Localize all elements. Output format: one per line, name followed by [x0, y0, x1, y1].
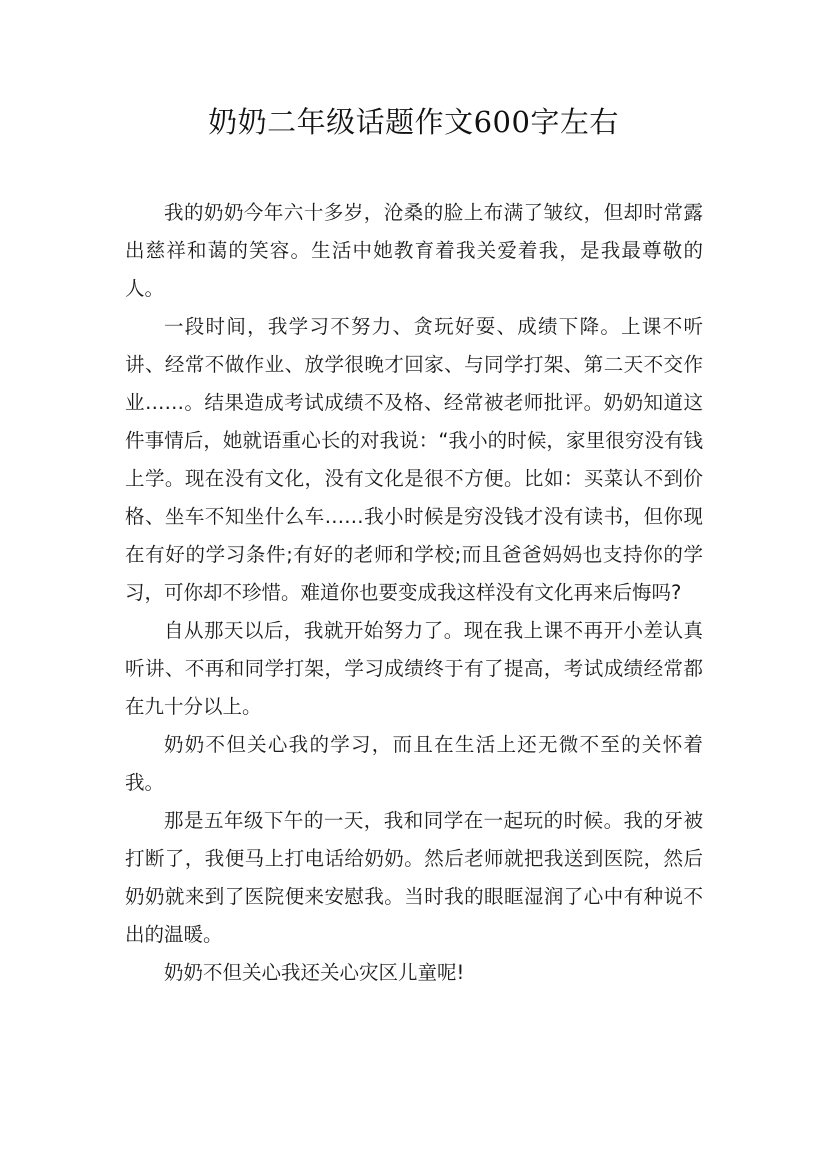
- document-title: 奶奶二年级话题作文600字左右: [208, 105, 619, 139]
- paragraph: 一段时间，我学习不努力、贪玩好耍、成绩下降。上课不听讲、经常不做作业、放学很晚才回家、与同学打架、第二天不交作业……。结果造成考试成绩不及格、经常被老师批评。奶奶知道这件事情后，她就语重心长的对我说：“我小的时候，家里很穷没有钱上学。现在没有文化，没有文化是很不方便。比如：买菜认不到价格、坐车不知坐什么车……我小时候是穷没钱才没有读书，但你现在有好的学习条件;有好的老师和学校;而且爸爸妈妈也支持你的学习，可你却不珍惜。难道你也要变成我这样没有文化再来后悔吗?: [125, 315, 703, 604]
- paragraph: 奶奶不但关心我的学习，而且在生活上还无微不至的关怀着我。: [125, 733, 703, 794]
- paragraph: 那是五年级下午的一天，我和同学在一起玩的时候。我的牙被打断了，我便马上打电话给奶奶。然后老师就把我送到医院，然后奶奶就来到了医院便来安慰我。当时我的眼眶湿润了心中有种说不出的温暖。: [125, 809, 703, 946]
- paragraph: 自从那天以后，我就开始努力了。现在我上课不再开小差认真听讲、不再和同学打架，学习成绩终于有了提高，考试成绩经常都在九十分以上。: [125, 619, 703, 718]
- paragraph: 奶奶不但关心我还关心灾区儿童呢!: [164, 961, 465, 984]
- paragraph: 我的奶奶今年六十多岁，沧桑的脸上布满了皱纹，但却时常露出慈祥和蔼的笑容。生活中她教育着我关爱着我，是我最尊敬的人。: [125, 201, 703, 300]
- document-body: [125, 194, 703, 992]
